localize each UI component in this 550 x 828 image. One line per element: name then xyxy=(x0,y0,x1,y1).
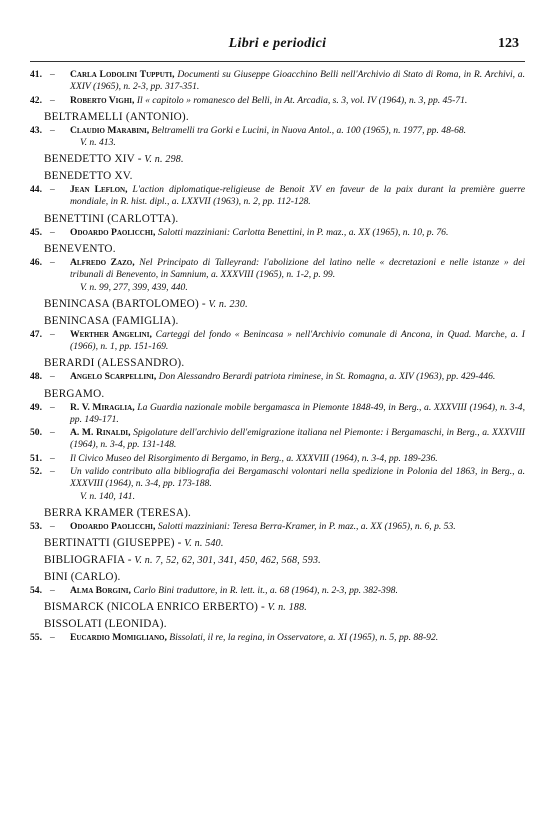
subject-heading xyxy=(44,571,525,584)
entry-dash: – xyxy=(50,257,55,269)
entry-number: 51. xyxy=(30,452,42,464)
entry-dash: – xyxy=(50,632,55,644)
entry-number: 49. xyxy=(30,401,42,413)
entry-body xyxy=(70,69,525,94)
entry-body xyxy=(70,329,525,354)
subject-heading xyxy=(44,298,525,311)
entry-title: Salotti mazziniani: Teresa Berra-Kramer, in P. maz., a. XX (1965), n. 6, p. 53. xyxy=(157,520,456,532)
entry-number: 55. xyxy=(30,632,42,644)
entry-number: 44. xyxy=(30,184,42,196)
entry-number: 42. xyxy=(30,94,42,106)
subject-heading xyxy=(44,315,525,328)
entry-body xyxy=(70,632,525,644)
entry-body xyxy=(70,402,525,427)
entry-body xyxy=(70,466,525,491)
page-number: 123 xyxy=(498,36,519,51)
entry-author: Alfredo Zazo, xyxy=(70,257,135,269)
bibliography-entry xyxy=(30,257,525,282)
entry-dash: – xyxy=(50,401,55,413)
entry-author: Werther Angelini, xyxy=(70,328,152,340)
entry-author: R. V. Miraglia, xyxy=(70,401,135,413)
entry-title: Salotti mazziniani: Carlotta Benettini, in P. maz., a. XX (1965), n. 10, p. 76. xyxy=(157,226,449,238)
entry-author: A. M. Rinaldi, xyxy=(70,427,131,439)
entry-body xyxy=(70,95,525,107)
cross-reference: V. n. 7, 52, 62, 301, 341, 450, 462, 568, 593. xyxy=(131,554,321,566)
bibliography-entry xyxy=(30,227,525,239)
page-header xyxy=(30,36,525,56)
entry-body xyxy=(70,521,525,533)
subject-heading-text: BISMARCK (NICOLA ENRICO ERBERTO) - xyxy=(44,601,265,614)
cross-reference: V. n. 540. xyxy=(181,537,224,549)
entry-dash: – xyxy=(50,184,55,196)
entry-title: Documenti su Giuseppe Gioacchino Belli nell'Archivio di Stato di Roma, in R. Archivi, a. XXIV (1965), n. 2-3, pp. 317-351. xyxy=(70,69,525,93)
subject-heading xyxy=(44,554,525,567)
cross-reference: V. n. 99, 277, 399, 439, 440. xyxy=(80,281,188,293)
bibliography-entry xyxy=(30,466,525,491)
entry-number: 54. xyxy=(30,584,42,596)
entry-author: Angelo Scarpellini, xyxy=(70,371,157,383)
bibliography-entry xyxy=(30,371,525,383)
subject-heading xyxy=(44,243,525,256)
subject-heading-text: BENETTINI (CARLOTTA). xyxy=(44,212,179,225)
entry-author: Claudio Marabini, xyxy=(70,124,150,136)
bibliography-entry xyxy=(30,329,525,354)
entry-body xyxy=(70,427,525,452)
subject-heading-text: BENEVENTO. xyxy=(44,243,116,256)
entry-dash: – xyxy=(50,427,55,439)
entry-dash: – xyxy=(50,124,55,136)
subject-heading xyxy=(44,357,525,370)
subject-heading xyxy=(44,507,525,520)
bibliography-entry xyxy=(30,69,525,94)
bibliography-entry xyxy=(30,402,525,427)
entry-body xyxy=(70,371,525,383)
entry-author: Odoardo Paolicchi, xyxy=(70,520,156,532)
subject-heading xyxy=(44,213,525,226)
subject-heading-text: BENINCASA (FAMIGLIA). xyxy=(44,314,179,327)
entry-title: La Guardia nazionale mobile bergamasca in Piemonte 1848-49, in Berg., a. XXXVIII (1964), n. 3-4, pp. 149-171. xyxy=(70,401,525,425)
entry-author: Jean Leflon, xyxy=(70,184,128,196)
subject-heading-text: BERRA KRAMER (TERESA). xyxy=(44,506,192,519)
bibliography-entry xyxy=(30,453,525,465)
entry-number: 45. xyxy=(30,226,42,238)
cross-reference: V. n. 413. xyxy=(80,137,116,149)
entry-title: Il Civico Museo del Risorgimento di Bergamo, in Berg., a. XXXVIII (1964), n. 3-4, pp. 189-236. xyxy=(70,452,438,464)
entry-title: Il « capitolo » romanesco del Belli, in At. Arcadia, s. 3, vol. IV (1964), n. 3, pp. 45-71. xyxy=(136,94,468,106)
entry-dash: – xyxy=(50,584,55,596)
bibliography-entry xyxy=(30,184,525,209)
subject-heading-text: BERARDI (ALESSANDRO). xyxy=(44,357,185,370)
subject-heading-text: BERTINATTI (GIUSEPPE) - xyxy=(44,536,182,549)
cross-reference: V. n. 298. xyxy=(141,154,184,166)
entry-body xyxy=(70,184,525,209)
cross-reference: V. n. 230. xyxy=(205,298,248,310)
subject-heading-text: BISSOLATI (LEONIDA). xyxy=(44,618,167,631)
bibliography-entry xyxy=(30,125,525,137)
subject-heading-text: BELTRAMELLI (ANTONIO). xyxy=(44,110,189,123)
bibliography-entry xyxy=(30,585,525,597)
subject-heading xyxy=(44,618,525,631)
bibliography-entry xyxy=(30,521,525,533)
entry-number: 50. xyxy=(30,427,42,439)
subject-heading xyxy=(44,601,525,614)
entry-title: Un valido contributo alla bibliografia dei Bergamaschi volontari nella spedizione in Polonia del 1863, in Berg., a. XXXVIII (1964), n. 3-4, pp. 173-188. xyxy=(70,466,525,490)
entry-title: Don Alessandro Berardi patriota riminese, in St. Romagna, a. XIV (1963), pp. 429-446. xyxy=(158,371,496,383)
bibliography-entry xyxy=(30,95,525,107)
entry-title: Carlo Bini traduttore, in R. lett. it., a. 68 (1964), n. 2-3, pp. 382-398. xyxy=(133,584,398,596)
subject-heading xyxy=(44,388,525,401)
entry-number: 41. xyxy=(30,69,42,80)
subject-heading-text: BENEDETTO XV. xyxy=(44,170,133,183)
entry-dash: – xyxy=(50,226,55,238)
running-title: Libri e periodici xyxy=(228,36,327,51)
entry-title: Spigolature dell'archivio dell'emigrazione italiana nel Piemonte: i Bergamaschi, in Berg., a. XXXVIII (1964), n. 3-4, pp. 131-148. xyxy=(70,427,525,451)
subject-heading-text: BENINCASA (BARTOLOMEO) - xyxy=(44,297,206,310)
cross-reference: V. n. 188. xyxy=(264,602,308,614)
cross-reference: V. n. 140, 141. xyxy=(80,490,135,502)
entry-dash: – xyxy=(50,452,55,464)
header-rule xyxy=(30,61,525,62)
entry-dash: – xyxy=(50,328,55,340)
entry-number: 48. xyxy=(30,371,42,383)
subject-heading-text: BERGAMO. xyxy=(44,387,105,400)
entry-number: 43. xyxy=(30,124,42,136)
entry-title: Nel Principato di Talleyrand: l'abolizione del latino nelle « decretazioni e nelle istanze » dei tribunali di Benevento, in Samnium, a. XXXVIII (1965), n. 1-2, p. 99. xyxy=(70,257,525,281)
entry-dash: – xyxy=(50,520,55,532)
subject-heading xyxy=(44,153,525,166)
entry-number: 47. xyxy=(30,328,42,340)
entry-author: Odoardo Paolicchi, xyxy=(70,226,156,238)
entry-title: Bissolati, il re, la regina, in Osservatore, a. XI (1965), n. 5, pp. 88-92. xyxy=(169,632,439,644)
subject-heading-text: BENEDETTO XIV - xyxy=(44,153,142,166)
subject-heading xyxy=(44,170,525,183)
entry-body xyxy=(70,125,525,137)
entry-title: Beltramelli tra Gorki e Lucini, in Nuova Antol., a. 100 (1965), n. 1977, pp. 48-68. xyxy=(151,124,467,136)
entry-author: Carla Lodolini Tupputi, xyxy=(70,69,175,80)
entry-number: 52. xyxy=(30,466,42,478)
subject-heading-text: BINI (CARLO). xyxy=(44,570,121,583)
entry-body xyxy=(70,257,525,282)
bibliography-entry xyxy=(30,427,525,452)
entry-title: Carteggi del fondo « Benincasa » nell'Archivio comunale di Ancona, in Quad. Marche, a. I (1966), n. 1, pp. 151-169. xyxy=(70,328,525,352)
entry-body xyxy=(70,453,525,465)
entry-dash: – xyxy=(50,94,55,106)
entry-dash: – xyxy=(50,466,55,478)
entry-number: 46. xyxy=(30,257,42,269)
entry-author: Eucardio Momigliano, xyxy=(70,632,167,644)
subject-heading xyxy=(44,537,525,550)
entry-dash: – xyxy=(50,371,55,383)
bibliography-entry xyxy=(30,632,525,644)
entry-body xyxy=(70,585,525,597)
bibliography-list xyxy=(30,68,525,645)
entry-body xyxy=(70,227,525,239)
subject-heading-text: BIBLIOGRAFIA - xyxy=(44,553,132,566)
entry-author: Roberto Vighi, xyxy=(70,94,135,106)
subject-heading xyxy=(44,111,525,124)
entry-title: L'action diplomatique-religieuse de Benoit XV en faveur de la paix durant la première guerre mondiale, in R. hist. dipl., a. LXXVII (1963), n. 2, pp. 112-128. xyxy=(70,184,525,208)
entry-number: 53. xyxy=(30,520,42,532)
entry-dash: – xyxy=(50,69,55,80)
entry-author: Alma Borgini, xyxy=(70,584,131,596)
